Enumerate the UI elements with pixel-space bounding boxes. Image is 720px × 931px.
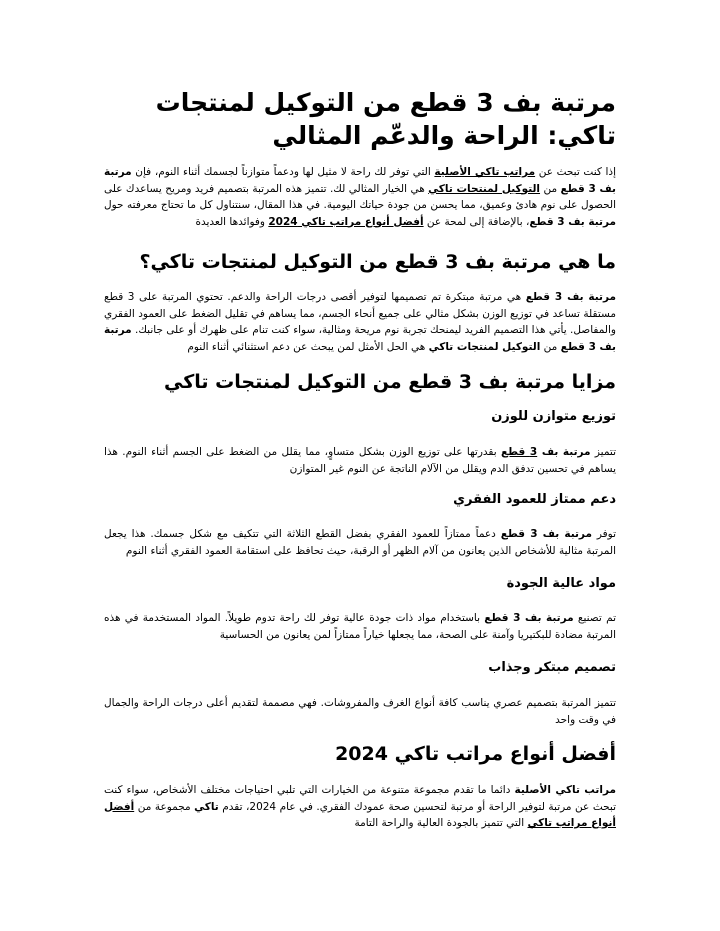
design-heading-block: [104, 659, 616, 677]
best-paragraph-block: [104, 782, 616, 832]
spine-heading: دعم ممتاز للعمود الفقري: [453, 492, 616, 507]
three-pieces-link[interactable]: 3 قطع: [500, 446, 538, 458]
weight-heading: توزيع متوازن للوزن: [491, 409, 616, 424]
quality-paragraph-block: [104, 610, 616, 643]
quality-heading: مواد عالية الجودة: [506, 576, 616, 591]
weight-paragraph: تتميز مرتبة بف 3 قطع بقدرتها على توزيع الوزن بشكل متساوٍ، مما يقلل من الضغط على الجسم أثناء النوم. هذا يساهم في تحسين تدفق الدم ويقلل من الآلام الناتجة عن النوم غير المتوازن: [104, 446, 617, 475]
quality-paragraph: تم تصنيع مرتبة بف 3 قطع باستخدام مواد ذات جودة عالية توفر لك راحة تدوم طويلاً. المواد المستخدمة في هذه المرتبة مضادة للبكتيريا وآمنة على الصحة، مما يجعلها خياراً ممتازاً لمن يعانون من الحساسية: [104, 612, 616, 641]
design-paragraph: تتميز المرتبة بتصميم عصري يناسب كافة أنواع الغرف والمفروشات. فهي مصممة لتقديم أعلى درجات الراحة والجمال في وقت واحد: [104, 697, 616, 726]
best-taki-2024-link[interactable]: أفضل أنواع مراتب تاكي 2024: [268, 215, 424, 228]
weight-paragraph-block: [104, 444, 616, 477]
weight-heading-block: [104, 408, 616, 426]
design-paragraph-block: [104, 695, 616, 728]
article-title-block: [104, 86, 616, 152]
article-title: مرتبة بف 3 قطع من التوكيل لمنتجات تاكي: الراحة والدعّم المثالي: [155, 88, 616, 150]
spine-paragraph: توفر مرتبة بف 3 قطع دعماً ممتازاً للعمود الفقري بفضل القطع الثلاثة التي تتكيف مع شكل جسمك. هذا يجعل المرتبة مثالية للأشخاص الذين يعانون من آلام الظهر أو الرقبة، حيث تحافظ على استقامة العمود الفقري أثناء النوم: [104, 528, 617, 557]
intro-paragraph-block: [104, 164, 616, 230]
best-taki-types-link[interactable]: أفضل أنواع مراتب تاكي: [104, 800, 616, 829]
whatis-paragraph-block: [104, 289, 616, 355]
whatis-heading: ما هي مرتبة بف 3 قطع من التوكيل لمنتجات تاكي؟: [139, 251, 616, 273]
best-heading: أفضل أنواع مراتب تاكي 2024: [335, 743, 616, 765]
best-paragraph: مراتب تاكي الأصلية دائما ما تقدم مجموعة متنوعة من الخيارات التي تلبي احتياجات مختلف الأشخاص، سواء كنت تبحث عن مرتبة لتوفير الراحة أو مرتبة لتحسين صحة عمودك الفقري. في عام 2024، تقدم تاكي مجموعة من أفضل أنواع مراتب تاكي التي تتميز بالجودة العالية والراحة التامة: [104, 784, 616, 829]
quality-heading-block: [104, 575, 616, 593]
intro-paragraph: إذا كنت تبحث عن مراتب تاكي الأصلية التي توفر لك راحة لا مثيل لها ودعماً متوازناً لجسمك أثناء النوم، فإن مرتبة بف 3 قطع من التوكيل لمنتجات تاكي هي الخيار المثالي لك. تتميز هذه المرتبة بتصميم فريد ومريح يساعدك على الحصول على نوم هادئ وعميق، مما يحسن من جودة حياتك اليومية. في هذا المقال، سنتناول كل ما تحتاج معرفته حول مرتبة بف 3 قطع، بالإضافة إلى لمحة عن أفضل أنواع مراتب تاكي 2024 وفوائدها العديدة: [104, 166, 617, 228]
features-heading: مزايا مرتبة بف 3 قطع من التوكيل لمنتجات تاكي: [164, 371, 616, 393]
whatis-paragraph: مرتبة بف 3 قطع هي مرتبة مبتكرة تم تصميمها لتوفير أقصى درجات الراحة والدعم. تحتوي المرتبة على 3 قطع مستقلة تساعد في توزيع الوزن بشكل مثالي على جميع أنحاء الجسم، مما يساهم في تقليل الضغط على العمود الفقري والمفاصل. يأتي هذا التصميم الفريد ليمنحك تجربة نوم مريحة ومثالية، سواء كنت تنام على ظهرك أو على جانبك. مرتبة بف 3 قطع من التوكيل لمنتجات تاكي هي الحل الأمثل لمن يبحث عن دعم استثنائي أثناء النوم: [104, 291, 617, 353]
spine-paragraph-block: [104, 526, 616, 559]
whatis-heading-block: [104, 250, 616, 275]
best-heading-block: [104, 742, 616, 767]
taki-agency-link[interactable]: التوكيل لمنتجات تاكي: [428, 182, 541, 195]
design-heading: تصميم مبتكر وجذاب: [488, 660, 616, 675]
original-taki-mattresses-link[interactable]: مراتب تاكي الأصلية: [434, 166, 536, 178]
features-heading-block: [104, 370, 616, 395]
spine-heading-block: [104, 491, 616, 509]
